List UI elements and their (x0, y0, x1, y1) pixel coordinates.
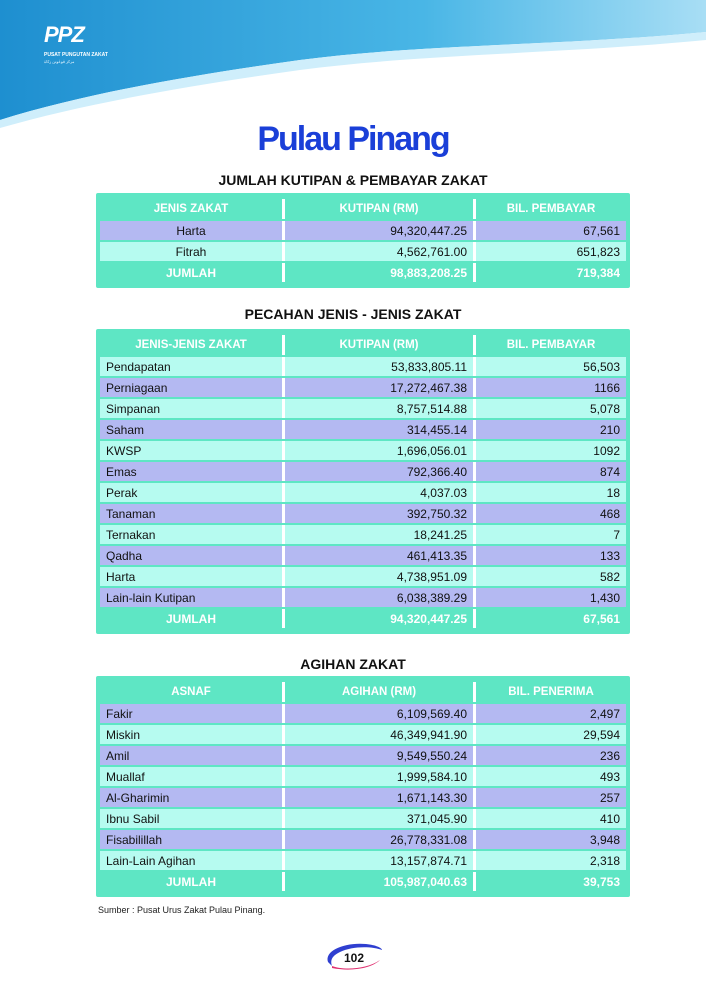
table2 (96, 329, 630, 634)
table-row (100, 788, 626, 807)
cell-count: 5,078 (473, 399, 626, 418)
header-cell: BIL. PEMBAYAR (473, 335, 626, 355)
table-row (100, 725, 626, 744)
cell-amount: 4,562,761.00 (282, 242, 473, 261)
table-row (100, 809, 626, 828)
cell-amount: 53,833,805.11 (282, 357, 473, 376)
ppz-logo (44, 22, 124, 68)
cell-count: 1166 (473, 378, 626, 397)
cell-amount: 461,413.35 (282, 546, 473, 565)
table-row (100, 483, 626, 502)
header-cell: ASNAF (100, 682, 282, 702)
cell-label: Lain-lain Kutipan (100, 588, 282, 607)
cell-amount: 1,671,143.30 (282, 788, 473, 807)
table-row (100, 525, 626, 544)
table2-title: PECAHAN JENIS - JENIS ZAKAT (244, 306, 462, 322)
logo-subtitle: PUSAT PUNGUTAN ZAKAT (44, 52, 108, 58)
cell-label: Amil (100, 746, 282, 765)
table-row (100, 462, 626, 481)
cell-amount: 98,883,208.25 (282, 263, 473, 282)
cell-count: 39,753 (473, 872, 626, 891)
cell-amount: 1,696,056.01 (282, 441, 473, 460)
cell-label: Fitrah (100, 242, 282, 261)
cell-label: Lain-Lain Agihan (100, 851, 282, 870)
cell-label: Fisabilillah (100, 830, 282, 849)
cell-label: Perak (100, 483, 282, 502)
cell-count: 582 (473, 567, 626, 586)
cell-count: 7 (473, 525, 626, 544)
cell-amount: 6,109,569.40 (282, 704, 473, 723)
cell-label: Miskin (100, 725, 282, 744)
source-note: Sumber : Pusat Urus Zakat Pulau Pinang. (98, 905, 266, 915)
cell-label: Simpanan (100, 399, 282, 418)
cell-count: 56,503 (473, 357, 626, 376)
cell-amount: 4,738,951.09 (282, 567, 473, 586)
table-row (100, 420, 626, 439)
cell-amount: 13,157,874.71 (282, 851, 473, 870)
cell-count: 493 (473, 767, 626, 786)
cell-count: 410 (473, 809, 626, 828)
table3-title: AGIHAN ZAKAT (300, 656, 406, 672)
header-cell: AGIHAN (RM) (282, 682, 473, 702)
table-row (100, 588, 626, 607)
cell-amount: 314,455.14 (282, 420, 473, 439)
cell-amount: 105,987,040.63 (282, 872, 473, 891)
cell-count: 719,384 (473, 263, 626, 282)
cell-label: Pendapatan (100, 357, 282, 376)
cell-amount: 94,320,447.25 (282, 221, 473, 240)
page-number: 102 (343, 951, 365, 965)
table-header-row (100, 199, 626, 219)
table1-title: JUMLAH KUTIPAN & PEMBAYAR ZAKAT (218, 172, 488, 188)
cell-count: 2,497 (473, 704, 626, 723)
cell-count: 651,823 (473, 242, 626, 261)
page-title: Pulau Pinang (257, 120, 449, 158)
cell-label: Harta (100, 221, 282, 240)
cell-amount: 371,045.90 (282, 809, 473, 828)
table-header-row (100, 335, 626, 355)
cell-label: Ibnu Sabil (100, 809, 282, 828)
header-cell: JENIS ZAKAT (100, 199, 282, 219)
cell-label: Saham (100, 420, 282, 439)
cell-count: 468 (473, 504, 626, 523)
table-row (100, 851, 626, 870)
total-row (100, 263, 626, 282)
cell-count: 236 (473, 746, 626, 765)
cell-label: Muallaf (100, 767, 282, 786)
header-cell: KUTIPAN (RM) (282, 335, 473, 355)
cell-label: Perniagaan (100, 378, 282, 397)
cell-label: Emas (100, 462, 282, 481)
cell-amount: 9,549,550.24 (282, 746, 473, 765)
cell-count: 1,430 (473, 588, 626, 607)
table3 (96, 676, 630, 897)
table-row (100, 704, 626, 723)
table-row (100, 746, 626, 765)
total-row (100, 609, 626, 628)
cell-label: KWSP (100, 441, 282, 460)
cell-label: Tanaman (100, 504, 282, 523)
total-row (100, 872, 626, 891)
table-row (100, 357, 626, 376)
cell-amount: 392,750.32 (282, 504, 473, 523)
logo-subtitle-jawi: مركز ڤوڠوتن زكاة (44, 59, 75, 64)
table-row (100, 830, 626, 849)
cell-amount: 17,272,467.38 (282, 378, 473, 397)
cell-amount: 18,241.25 (282, 525, 473, 544)
table1 (96, 193, 630, 288)
table-row (100, 546, 626, 565)
cell-label: Ternakan (100, 525, 282, 544)
cell-count: 210 (473, 420, 626, 439)
cell-count: 133 (473, 546, 626, 565)
table-row (100, 567, 626, 586)
cell-label: Harta (100, 567, 282, 586)
cell-label: Al-Gharimin (100, 788, 282, 807)
cell-label: Fakir (100, 704, 282, 723)
table-row (100, 378, 626, 397)
header-cell: BIL. PENERIMA (473, 682, 626, 702)
cell-amount: 1,999,584.10 (282, 767, 473, 786)
table-header-row (100, 682, 626, 702)
cell-amount: 94,320,447.25 (282, 609, 473, 628)
cell-count: 18 (473, 483, 626, 502)
cell-label: Qadha (100, 546, 282, 565)
header-cell: JENIS-JENIS ZAKAT (100, 335, 282, 355)
logo-text: PPZ (44, 22, 84, 47)
cell-label: JUMLAH (100, 872, 282, 891)
cell-count: 29,594 (473, 725, 626, 744)
cell-amount: 6,038,389.29 (282, 588, 473, 607)
cell-count: 3,948 (473, 830, 626, 849)
cell-count: 874 (473, 462, 626, 481)
table-row (100, 441, 626, 460)
cell-amount: 26,778,331.08 (282, 830, 473, 849)
cell-count: 2,318 (473, 851, 626, 870)
table-row (100, 767, 626, 786)
table-row (100, 504, 626, 523)
page-number-badge (322, 938, 386, 972)
table-row (100, 221, 626, 240)
cell-label: JUMLAH (100, 263, 282, 282)
cell-count: 67,561 (473, 221, 626, 240)
cell-amount: 46,349,941.90 (282, 725, 473, 744)
cell-amount: 8,757,514.88 (282, 399, 473, 418)
cell-amount: 4,037.03 (282, 483, 473, 502)
table-row (100, 399, 626, 418)
cell-count: 257 (473, 788, 626, 807)
cell-count: 1092 (473, 441, 626, 460)
cell-label: JUMLAH (100, 609, 282, 628)
cell-amount: 792,366.40 (282, 462, 473, 481)
cell-count: 67,561 (473, 609, 626, 628)
table-row (100, 242, 626, 261)
header-cell: BIL. PEMBAYAR (473, 199, 626, 219)
header-cell: KUTIPAN (RM) (282, 199, 473, 219)
